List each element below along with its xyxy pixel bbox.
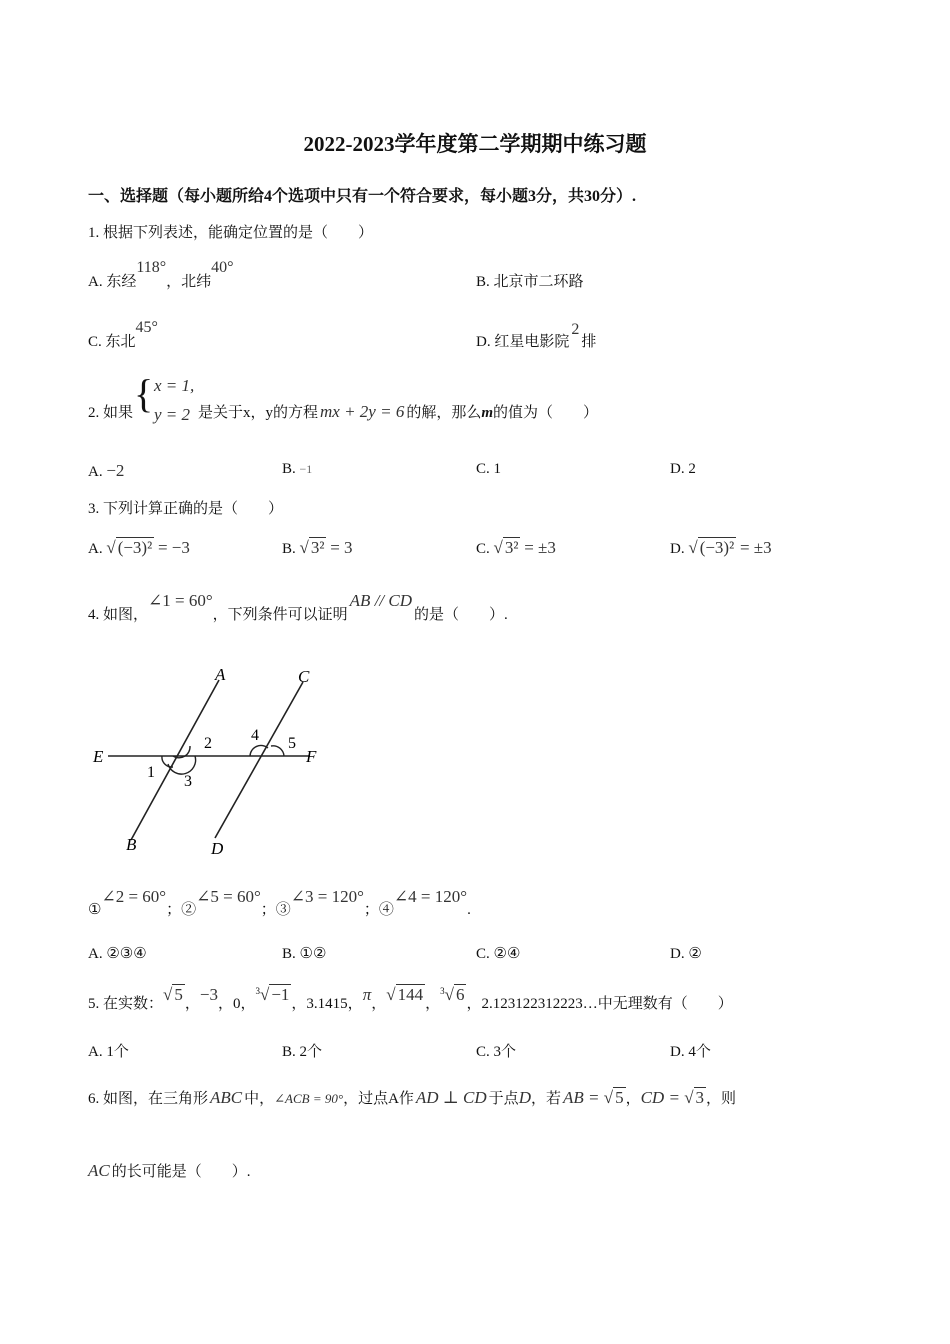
q6-cd-radicand: 3	[695, 1088, 705, 1107]
q3-option-c: C. √ 3² = ±3	[476, 538, 556, 557]
q4-option-d: D. ②	[670, 946, 702, 962]
q1-c-val: 45°	[135, 319, 158, 336]
q3-option-a: A. √ (−3)² = −3	[88, 538, 190, 557]
q6-mid4: ，若	[530, 1091, 561, 1107]
q5-v2: −3	[199, 985, 218, 1004]
q3-c-radicand: 3²	[504, 538, 519, 557]
q5-option-b: B. 2个	[282, 1044, 323, 1060]
q1-a-val1: 118°	[136, 259, 167, 276]
question-3-stem: 3. 下列计算正确的是（ ）	[88, 501, 284, 517]
q5-s2: ，0，	[217, 996, 256, 1012]
q1-d-label: D. 红星电影院	[476, 334, 570, 350]
q4-end: .	[467, 902, 471, 918]
q3-option-d: D. √ (−3)² = ±3	[670, 538, 772, 557]
q4-option-c: C. ②④	[476, 946, 521, 962]
label-a: A	[215, 665, 226, 684]
q2-mid2: 的解，那么	[406, 405, 482, 421]
label-5: 5	[288, 735, 296, 752]
q2-stem	[198, 401, 598, 422]
q4-o2v: ∠5 = 60°	[196, 887, 261, 906]
q5-option-a: A. 1个	[88, 1044, 129, 1060]
q2-option-b	[282, 461, 312, 478]
q1-option-b: B. 北京市二环路	[476, 274, 584, 290]
label-f: F	[306, 747, 317, 766]
q2-a-val: −2	[106, 461, 125, 480]
q6-line2	[88, 1160, 251, 1181]
q2-option-d: D. 2	[670, 461, 696, 477]
q6-ab: AB =	[562, 1088, 600, 1107]
q5-s3: ，3.1415，	[291, 996, 363, 1012]
q4-o2: ；②	[166, 902, 197, 918]
q5-s1: ，	[184, 996, 200, 1012]
question-5-stem: 5. 在实数：√ 5 ，−3，0，$^3$√ −1 ，3.1415，π，√ 144 ，$^3$√ 6 ，2.123122312223…中无理数有（ ）	[88, 985, 733, 1012]
q3-option-b: B. √ 3² = 3	[282, 538, 353, 557]
q6-prefix: 6. 如图，在三角形	[88, 1091, 209, 1107]
label-b: B	[126, 835, 137, 854]
q5-s4: ，	[371, 996, 387, 1012]
line-ab	[131, 680, 219, 840]
q3-d-result: = ±3	[739, 538, 772, 557]
q3-a-radicand: (−3)²	[117, 538, 153, 557]
q1-a-mid: ，北纬	[166, 274, 212, 290]
label-1: 1	[147, 764, 155, 781]
q5-r6-index: 3	[440, 986, 445, 996]
label-2: 2	[204, 735, 212, 752]
q5-r1: 5	[174, 985, 183, 1004]
q6-ac: AC	[88, 1161, 110, 1180]
q2-equation: mx + 2y = 6	[320, 402, 405, 421]
q4-o1v: ∠2 = 60°	[101, 887, 167, 906]
q2-eq2: y = 2	[154, 405, 191, 424]
q1-d-tail: 排	[581, 334, 597, 350]
q5-r5: 144	[397, 985, 424, 1004]
q6-sep: ，	[625, 1091, 641, 1107]
q5-option-d: D. 4个	[670, 1044, 711, 1060]
q4-mid: ，下列条件可以证明	[212, 607, 348, 623]
q2-eq1: x = 1,	[154, 376, 195, 395]
q1-a-val2: 40°	[211, 259, 234, 276]
q3-b-label: B.	[282, 541, 296, 557]
q6-mid5: ，则	[706, 1091, 737, 1107]
q4-o3: ；③	[260, 902, 291, 918]
label-c: C	[298, 667, 310, 686]
q2-tail: 的值为（ ）	[493, 405, 599, 421]
q5-tail: ，2.123122312223…中无理数有（ ）	[466, 996, 733, 1012]
q3-c-result: = ±3	[524, 538, 556, 557]
q2-m: m	[481, 405, 494, 421]
q5-pi: π	[362, 985, 372, 1004]
q5-s5: ，	[425, 996, 441, 1012]
q4-conditions	[88, 887, 471, 919]
q5-option-c: C. 3个	[476, 1044, 517, 1060]
parallel-lines-figure	[88, 660, 338, 860]
angle-4-arc	[250, 745, 268, 756]
q5-prefix: 5. 在实数：	[88, 996, 164, 1012]
q6-d: D	[518, 1088, 531, 1107]
q2-a-label: A.	[88, 464, 103, 480]
q4-option-a: A. ②③④	[88, 946, 147, 962]
question-4-stem	[88, 591, 508, 624]
q4-option-b: B. ①②	[282, 946, 327, 962]
q1-a-label: A. 东经	[88, 274, 137, 290]
question-2-prefix: 2. 如果	[88, 405, 134, 421]
q4-o3v: ∠3 = 120°	[290, 887, 364, 906]
q6-ab-radicand: 5	[615, 1088, 624, 1107]
page-title: 2022-2023学年度第二学期期中练习题	[303, 132, 647, 156]
q6-mid3: 于点	[488, 1091, 519, 1107]
q4-relation: AB // CD	[349, 591, 413, 610]
q4-prefix: 4. 如图，	[88, 607, 149, 623]
q2-option-a	[88, 461, 124, 481]
q6-abc: ABC	[210, 1088, 243, 1107]
q6-perp: AD ⊥ CD	[415, 1088, 487, 1107]
q1-c-label: C. 东北	[88, 334, 136, 350]
q5-r3: −1	[271, 985, 290, 1004]
label-e: E	[93, 747, 104, 766]
label-3: 3	[184, 773, 192, 790]
q4-o1: ①	[88, 902, 102, 918]
angle-5-arc	[271, 746, 284, 756]
system-brace-icon: {	[134, 371, 154, 416]
q5-r3-index: 3	[255, 986, 260, 996]
q1-d-val: 2	[571, 321, 580, 338]
q6-cd: CD =	[640, 1088, 680, 1107]
q6-mid1: 中，	[244, 1091, 275, 1107]
q2-b-val: −1	[299, 462, 313, 476]
label-4: 4	[251, 727, 259, 744]
q3-b-radicand: 3²	[310, 538, 325, 557]
q4-tail: 的是（ ）.	[414, 607, 508, 623]
label-d: D	[211, 839, 224, 858]
line-cd	[215, 682, 303, 838]
q6-angle: ∠ACB = 90°	[274, 1091, 344, 1106]
q2-mid1: 是关于x，y的方程	[198, 405, 319, 421]
q3-d-label: D.	[670, 541, 685, 557]
q6-mid2: ，过点A作	[343, 1091, 414, 1107]
q4-o4v: ∠4 = 120°	[393, 887, 468, 906]
q1-option-d	[476, 321, 597, 351]
q4-condition: ∠1 = 60°	[148, 591, 213, 610]
q5-r6: 6	[455, 985, 465, 1004]
section-heading: 一、选择题（每小题所给4个选项中只有一个符合要求，每小题3分，共30分）.	[88, 188, 637, 205]
q1-option-a	[88, 259, 234, 291]
q3-c-label: C.	[476, 541, 490, 557]
question-1-stem: 1. 根据下列表述，能确定位置的是（ ）	[88, 225, 374, 241]
q3-a-result: = −3	[157, 538, 190, 557]
question-6-stem: 6. 如图，在三角形 ABC 中，∠ACB = 90°，过点A作 AD ⊥ CD 于点D，若 AB = √ 5 ，CD = √ 3 ，则	[88, 1088, 737, 1107]
q3-b-result: = 3	[330, 538, 353, 557]
q2-b-label: B.	[282, 461, 296, 477]
q6-line2-text: 的长可能是（ ）.	[111, 1164, 251, 1180]
q2-option-c: C. 1	[476, 461, 502, 477]
q4-o4: ；④	[363, 902, 394, 918]
q1-option-c	[88, 319, 158, 351]
q3-a-label: A.	[88, 541, 103, 557]
q3-d-radicand: (−3)²	[699, 538, 735, 557]
